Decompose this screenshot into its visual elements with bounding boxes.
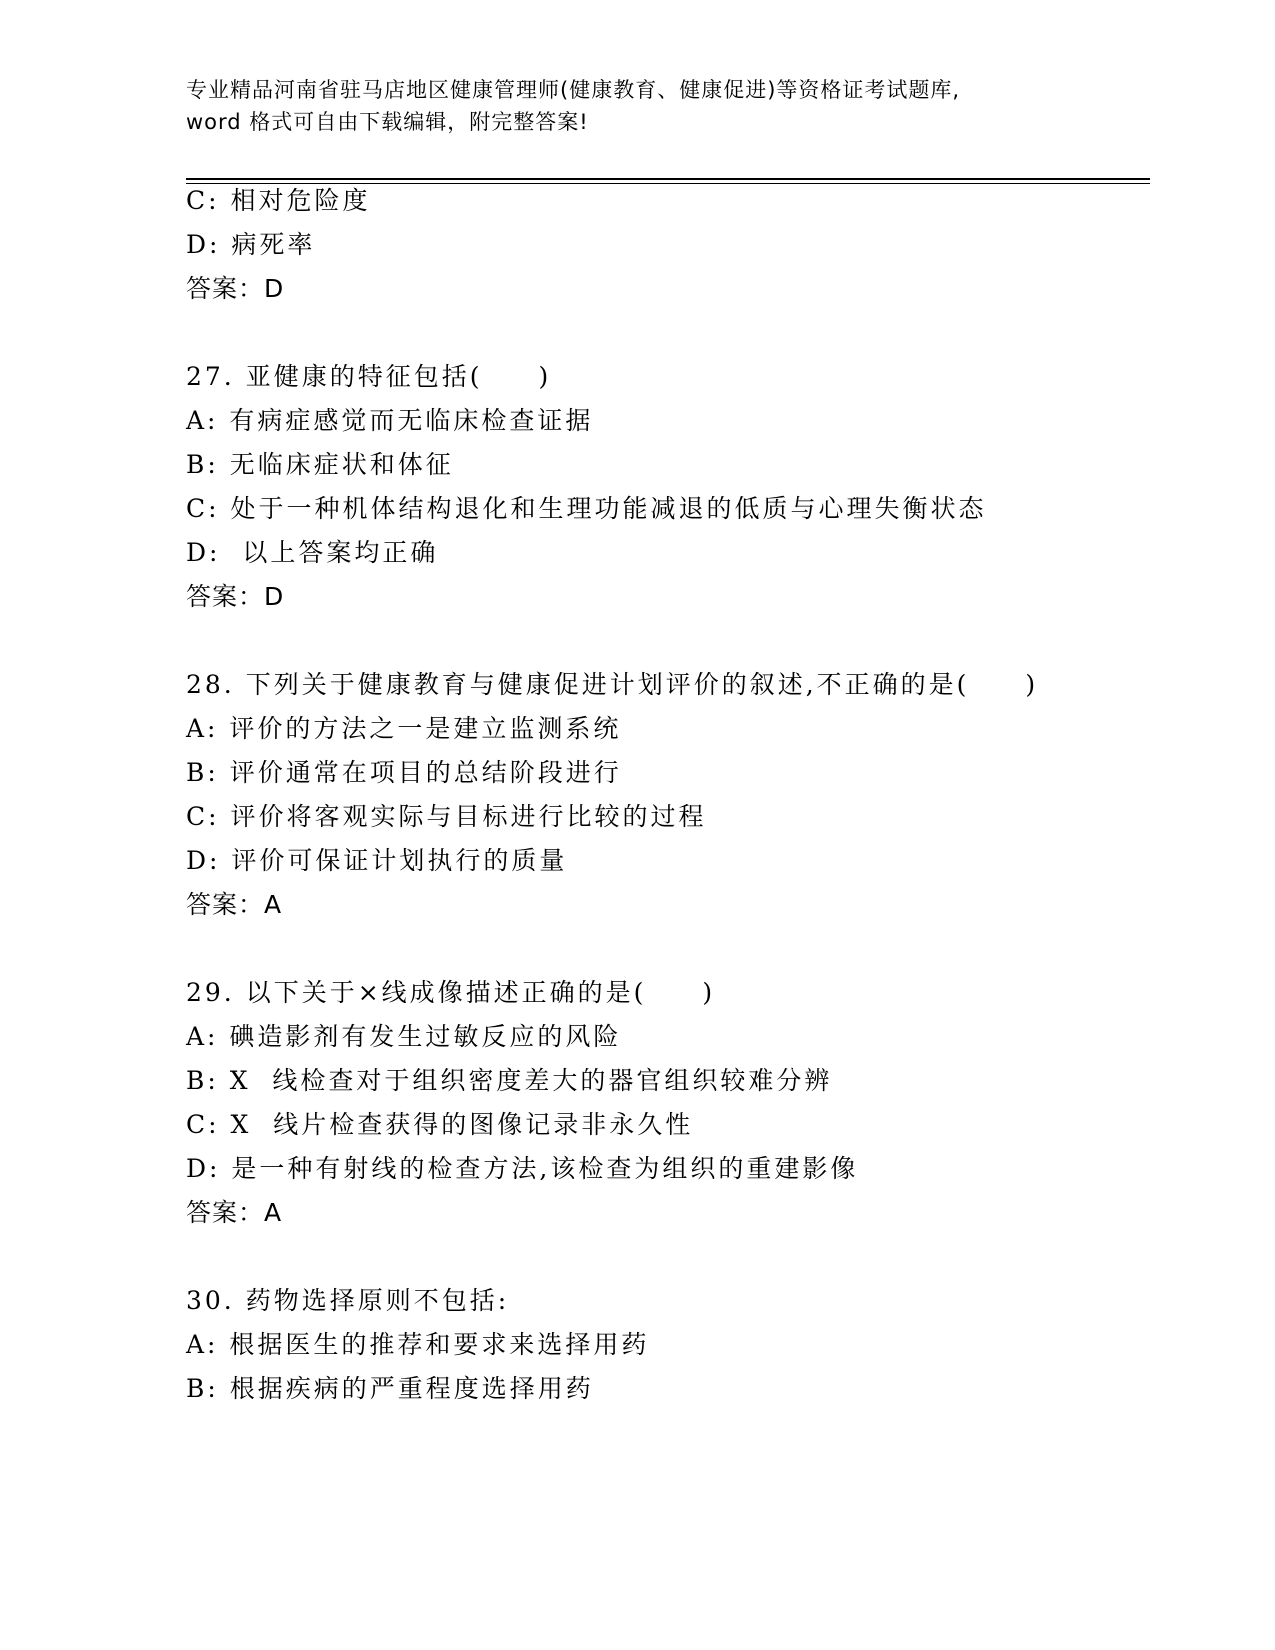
q27-answer: 答案：D [186,582,285,611]
header-line-2: word 格式可自由下载编辑，附完整答案! [186,110,589,134]
q27-option-b: B: 无临床症状和体征 [186,450,454,479]
q27-option-c: C: 处于一种机体结构退化和生理功能减退的低质与心理失衡状态 [186,494,987,523]
document-header [186,74,1086,138]
q29-stem: 29. 以下关于×线成像描述正确的是( ) [186,978,716,1007]
q27-stem: 27. 亚健康的特征包括( ) [186,362,552,391]
q28-option-c: C: 评价将客观实际与目标进行比较的过程 [186,802,707,831]
q30-stem: 30. 药物选择原则不包括: [186,1286,510,1315]
q27-option-a: A: 有病症感觉而无临床检查证据 [186,406,594,435]
q29-option-b: B: X 线检查对于组织密度差大的器官组织较难分辨 [186,1066,833,1095]
q28-option-a: A: 评价的方法之一是建立监测系统 [186,714,622,743]
header-divider-thick [186,178,1150,180]
q27-option-d: D: 以上答案均正确 [186,538,439,567]
q29-option-c: C: X 线片检查获得的图像记录非永久性 [186,1110,694,1139]
q29-option-d: D: 是一种有射线的检查方法,该检查为组织的重建影像 [186,1154,859,1183]
q30-option-b: B: 根据疾病的严重程度选择用药 [186,1374,594,1403]
q28-option-b: B: 评价通常在项目的总结阶段进行 [186,758,622,787]
q28-option-d: D: 评价可保证计划执行的质量 [186,846,568,875]
q29-answer: 答案：A [186,1198,283,1227]
q28-answer: 答案：A [186,890,283,919]
q26-option-d: D: 病死率 [186,230,316,259]
header-line-1: 专业精品河南省驻马店地区健康管理师(健康教育、健康促进)等资格证考试题库, [186,78,961,102]
q30-option-a: A: 根据医生的推荐和要求来选择用药 [186,1330,650,1359]
q26-answer: 答案：D [186,274,285,303]
q26-option-c: C: 相对危险度 [186,186,371,215]
q29-option-a: A: 碘造影剂有发生过敏反应的风险 [186,1022,622,1051]
q28-stem: 28. 下列关于健康教育与健康促进计划评价的叙述,不正确的是( ) [186,670,1039,699]
